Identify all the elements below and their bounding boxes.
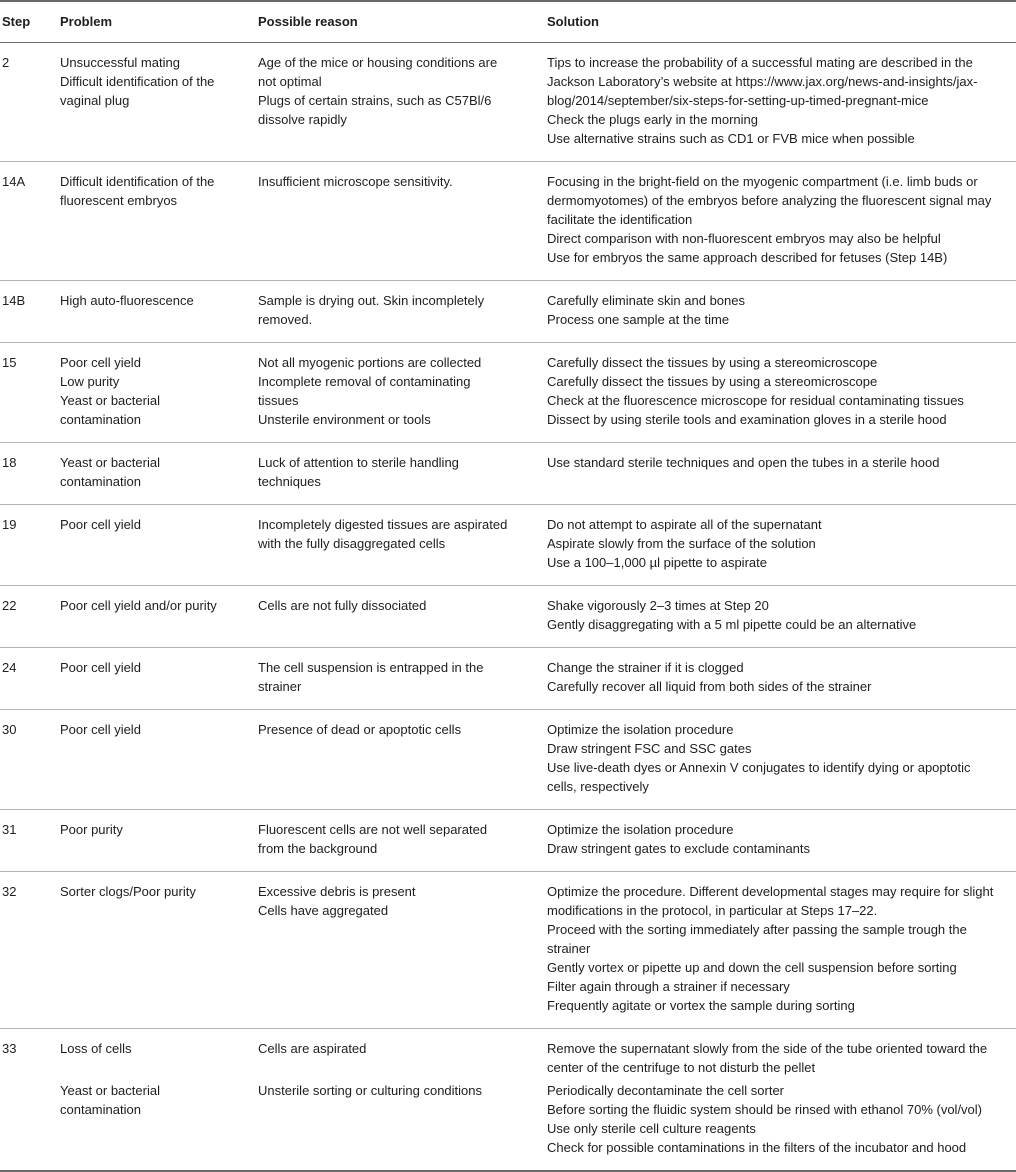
cell-step: 18: [0, 443, 58, 505]
cell-solution: [545, 162, 1016, 281]
table-row: [0, 710, 1016, 810]
solution-line: Focusing in the bright-field on the myogenic compartment (i.e. limb buds or: [547, 174, 978, 189]
cell-reason: [256, 872, 545, 1029]
table-row: [0, 162, 1016, 281]
problem-line: Poor cell yield: [60, 722, 141, 737]
solution-line: cells, respectively: [547, 779, 649, 794]
cell-step: 33: [2, 1041, 17, 1056]
cell-step: 15: [0, 343, 58, 443]
reason-line: Unsterile environment or tools: [258, 412, 431, 427]
cell-reason: [256, 586, 545, 648]
solution-line: Change the strainer if it is clogged: [547, 660, 744, 675]
table-row: [0, 1029, 1016, 1078]
table-body: [0, 43, 1016, 1172]
cell-reason: [256, 343, 545, 443]
table-row: [0, 586, 1016, 648]
problem-line: Loss of cells: [60, 1041, 132, 1056]
reason-line: Not all myogenic portions are collected: [258, 355, 482, 370]
table-row: [0, 43, 1016, 162]
solution-line: dermomyotomes) of the embryos before analyzing the fluorescent signal may: [547, 193, 992, 208]
problem-line: vaginal plug: [60, 93, 130, 108]
solution-line: Optimize the procedure. Different developmental stages may require for slight: [547, 884, 994, 899]
cell-step: 14A: [0, 162, 58, 281]
solution-line: Use a 100–1,000 µl pipette to aspirate: [547, 555, 767, 570]
cell-reason: [256, 1077, 545, 1171]
header-problem: Problem: [58, 1, 256, 43]
reason-line: Age of the mice or housing conditions are: [258, 55, 498, 70]
table-row: [0, 505, 1016, 586]
solution-line: Process one sample at the time: [547, 312, 730, 327]
table-row: [0, 648, 1016, 710]
reason-line: Cells are not fully dissociated: [258, 598, 427, 613]
table-row: [0, 281, 1016, 343]
cell-problem: [58, 1077, 256, 1171]
cell-reason: [256, 443, 545, 505]
problem-line: Difficult identification of the: [60, 174, 215, 189]
reason-line: not optimal: [258, 74, 322, 89]
solution-line: strainer: [547, 941, 591, 956]
reason-line: techniques: [258, 474, 321, 489]
cell-step: 31: [0, 810, 58, 872]
cell-solution: [545, 872, 1016, 1029]
solution-line: Optimize the isolation procedure: [547, 822, 734, 837]
reason-line: Plugs of certain strains, such as C57Bl/6: [258, 93, 492, 108]
cell-problem: [58, 43, 256, 162]
solution-line: Jackson Laboratory’s website at https://www.jax.org/news-and-insights/jax-: [547, 74, 978, 89]
solution-line: Use live-death dyes or Annexin V conjugates to identify dying or apoptotic: [547, 760, 971, 775]
solution-line: Gently vortex or pipette up and down the cell suspension before sorting: [547, 960, 957, 975]
cell-solution: [545, 710, 1016, 810]
solution-line: blog/2014/september/six-steps-for-setting-up-timed-pregnant-mice: [547, 93, 929, 108]
table-row: [0, 1077, 1016, 1171]
problem-line: Low purity: [60, 374, 120, 389]
solution-line: Use only sterile cell culture reagents: [547, 1121, 756, 1136]
cell-solution: [545, 648, 1016, 710]
cell-step: 22: [0, 586, 58, 648]
cell-reason: [256, 1029, 545, 1078]
solution-line: Carefully dissect the tissues by using a stereomicroscope: [547, 355, 878, 370]
solution-line: Direct comparison with non-fluorescent embryos may also be helpful: [547, 231, 941, 246]
solution-line: Use standard sterile techniques and open the tubes in a sterile hood: [547, 455, 940, 470]
solution-line: Use alternative strains such as CD1 or FVB mice when possible: [547, 131, 915, 146]
cell-problem: [58, 710, 256, 810]
solution-line: Draw stringent FSC and SSC gates: [547, 741, 752, 756]
cell-solution: [545, 443, 1016, 505]
cell-step: 32: [0, 872, 58, 1029]
cell-step: 19: [0, 505, 58, 586]
cell-solution: [545, 43, 1016, 162]
cell-solution: [545, 810, 1016, 872]
reason-line: Incomplete removal of contaminating: [258, 374, 471, 389]
cell-problem: [58, 343, 256, 443]
reason-line: Fluorescent cells are not well separated: [258, 822, 488, 837]
reason-line: Insufficient microscope sensitivity.: [258, 174, 453, 189]
problem-line: Yeast or bacterial: [60, 1083, 160, 1098]
cell-problem: [58, 443, 256, 505]
table-row: [0, 872, 1016, 1029]
cell-reason: [256, 648, 545, 710]
reason-line: tissues: [258, 393, 299, 408]
cell-step: 2: [0, 43, 58, 162]
reason-line: Cells are aspirated: [258, 1041, 367, 1056]
solution-line: Remove the supernatant slowly from the side of the tube oriented toward the: [547, 1041, 988, 1056]
problem-line: contamination: [60, 1102, 141, 1117]
reason-line: Sample is drying out. Skin incompletely: [258, 293, 485, 308]
solution-line: Carefully recover all liquid from both sides of the strainer: [547, 679, 872, 694]
cell-step: 30: [0, 710, 58, 810]
solution-line: Before sorting the fluidic system should be rinsed with ethanol 70% (vol/vol): [547, 1102, 982, 1117]
solution-line: Periodically decontaminate the cell sorter: [547, 1083, 785, 1098]
cell-reason: [256, 43, 545, 162]
cell-step: [0, 1077, 58, 1171]
header-reason: Possible reason: [256, 1, 545, 43]
solution-line: Filter again through a strainer if necessary: [547, 979, 790, 994]
problem-line: Sorter clogs/Poor purity: [60, 884, 196, 899]
reason-line: The cell suspension is entrapped in the: [258, 660, 484, 675]
cell-problem: [58, 810, 256, 872]
reason-line: Cells have aggregated: [258, 903, 389, 918]
problem-line: Yeast or bacterial: [60, 455, 160, 470]
reason-line: Unsterile sorting or culturing conditions: [258, 1083, 482, 1098]
solution-line: Check the plugs early in the morning: [547, 112, 759, 127]
cell-problem: [58, 586, 256, 648]
problem-line: Poor cell yield: [60, 517, 141, 532]
solution-line: facilitate the identification: [547, 212, 693, 227]
cell-solution: [545, 586, 1016, 648]
reason-line: from the background: [258, 841, 378, 856]
solution-line: Shake vigorously 2–3 times at Step 20: [547, 598, 769, 613]
reason-line: Excessive debris is present: [258, 884, 416, 899]
reason-line: Incompletely digested tissues are aspirated: [258, 517, 508, 532]
solution-line: Do not attempt to aspirate all of the supernatant: [547, 517, 822, 532]
solution-line: Aspirate slowly from the surface of the solution: [547, 536, 816, 551]
problem-line: contamination: [60, 474, 141, 489]
cell-problem: [58, 872, 256, 1029]
problem-line: fluorescent embryos: [60, 193, 178, 208]
problem-line: High auto-fluorescence: [60, 293, 194, 308]
cell-solution: [545, 505, 1016, 586]
solution-line: Carefully eliminate skin and bones: [547, 293, 745, 308]
solution-line: Draw stringent gates to exclude contaminants: [547, 841, 811, 856]
cell-reason: [256, 281, 545, 343]
reason-line: with the fully disaggregated cells: [258, 536, 446, 551]
solution-line: Optimize the isolation procedure: [547, 722, 734, 737]
solution-line: modifications in the protocol, in particular at Steps 17–22.: [547, 903, 878, 918]
problem-line: Poor cell yield: [60, 660, 141, 675]
reason-line: dissolve rapidly: [258, 112, 347, 127]
table-row: [0, 810, 1016, 872]
table-row: [0, 443, 1016, 505]
cell-problem: [58, 281, 256, 343]
cell-problem: [58, 1029, 256, 1078]
problem-line: Poor cell yield: [60, 355, 141, 370]
cell-solution: [545, 343, 1016, 443]
cell-solution: [545, 1029, 1016, 1078]
solution-line: Check at the fluorescence microscope for residual contaminating tissues: [547, 393, 964, 408]
problem-line: Poor cell yield and/or purity: [60, 598, 217, 613]
reason-line: removed.: [258, 312, 313, 327]
solution-line: Proceed with the sorting immediately after passing the sample trough the: [547, 922, 967, 937]
cell-step: 24: [0, 648, 58, 710]
cell-problem: [58, 505, 256, 586]
cell-problem: [58, 648, 256, 710]
reason-line: Luck of attention to sterile handling: [258, 455, 459, 470]
cell-reason: [256, 162, 545, 281]
solution-line: Tips to increase the probability of a successful mating are described in the: [547, 55, 973, 70]
header-row: [0, 1, 1016, 43]
problem-line: Yeast or bacterial: [60, 393, 160, 408]
cell-solution: [545, 1077, 1016, 1171]
problem-line: Unsuccessful mating: [60, 55, 180, 70]
header-step: Step: [0, 1, 58, 43]
solution-line: Dissect by using sterile tools and examination gloves in a sterile hood: [547, 412, 947, 427]
solution-line: center of the centrifuge to not disturb the pellet: [547, 1060, 816, 1075]
cell-problem: [58, 162, 256, 281]
reason-line: strainer: [258, 679, 302, 694]
solution-line: Use for embryos the same approach described for fetuses (Step 14B): [547, 250, 948, 265]
reason-line: Presence of dead or apoptotic cells: [258, 722, 462, 737]
solution-line: Gently disaggregating with a 5 ml pipette could be an alternative: [547, 617, 917, 632]
solution-line: Check for possible contaminations in the filters of the incubator and hood: [547, 1140, 967, 1155]
cell-reason: [256, 810, 545, 872]
cell-solution: [545, 281, 1016, 343]
cell-reason: [256, 505, 545, 586]
table-row: [0, 343, 1016, 443]
cell-step: 14B: [0, 281, 58, 343]
solution-line: Carefully dissect the tissues by using a stereomicroscope: [547, 374, 878, 389]
solution-line: Frequently agitate or vortex the sample during sorting: [547, 998, 855, 1013]
problem-line: Difficult identification of the: [60, 74, 215, 89]
problem-line: Poor purity: [60, 822, 123, 837]
header-solution: Solution: [545, 1, 1016, 43]
problem-line: contamination: [60, 412, 141, 427]
cell-reason: [256, 710, 545, 810]
